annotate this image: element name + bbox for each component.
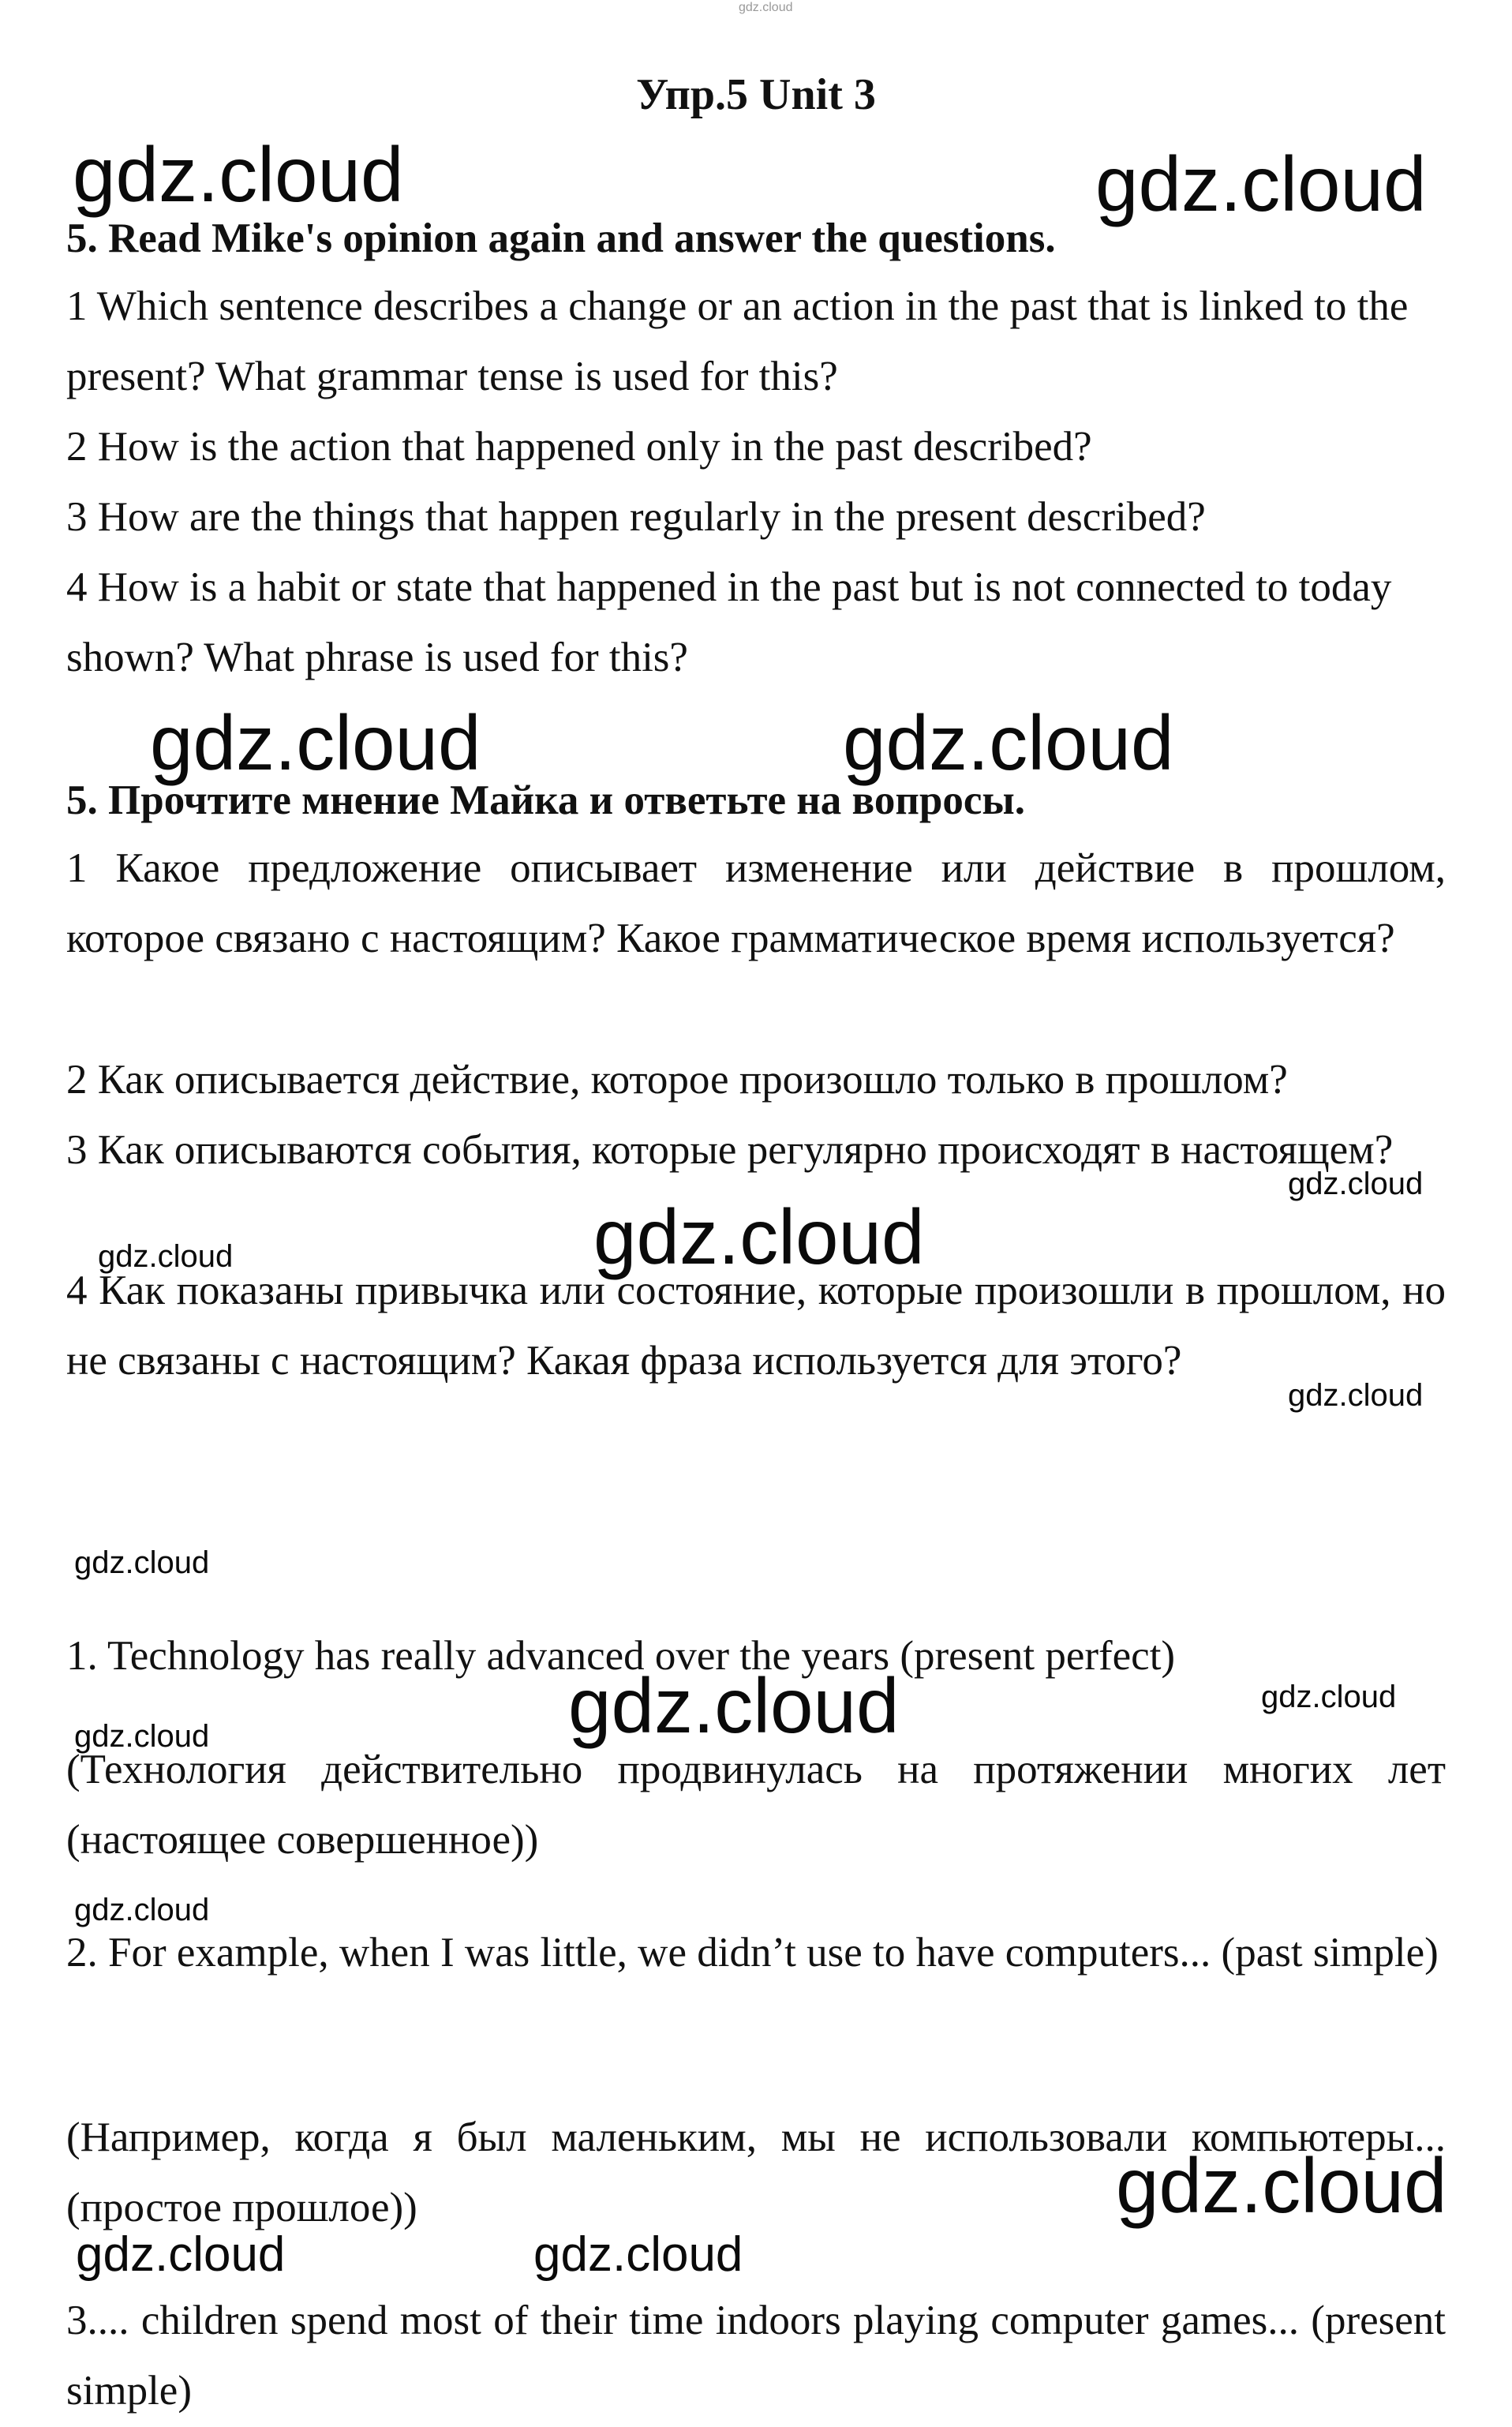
watermark: gdz.cloud (76, 2227, 286, 2282)
russian-question-1: 1 Какое предложение описывает изменение или действие в прошлом, которое связано с настоящим? Какое грамматическое время используется? (66, 845, 1446, 961)
answer-1-russian: (Технология действительно продвинулась на протяжении многих лет (настоящее совершенное)) (66, 1747, 1446, 1863)
watermark: gdz.cloud (150, 699, 481, 786)
english-question-3: 3 How are the things that happen regularly in the present described? (66, 494, 1206, 540)
page-title: Упр.5 Unit 3 (636, 70, 876, 119)
english-question-4: 4 How is a habit or state that happened in the past but is not connected to today shown? What phrase is used for this? (66, 564, 1392, 680)
watermark: gdz.cloud (533, 2227, 743, 2282)
watermark: gdz.cloud (73, 131, 404, 218)
watermark: gdz.cloud (1095, 140, 1427, 227)
watermark: gdz.cloud (74, 1893, 210, 1927)
answer-3-english: 3.... children spend most of their time indoors playing computer games... (present simple) (66, 2298, 1446, 2414)
watermark: gdz.cloud (98, 1239, 234, 1274)
watermark: gdz.cloud (1288, 1378, 1424, 1413)
watermark: gdz.cloud (74, 1719, 210, 1754)
answer-1-english: 1. Technology has really advanced over the years (present perfect) (66, 1633, 1176, 1679)
watermark: gdz.cloud (593, 1193, 925, 1280)
russian-question-2: 2 Как описывается действие, которое произошло только в прошлом? (66, 1057, 1288, 1103)
russian-heading: 5. Прочтите мнение Майка и ответьте на вопросы. (66, 777, 1025, 823)
watermark: gdz.cloud (1288, 1167, 1424, 1201)
watermark: gdz.cloud (843, 699, 1174, 786)
english-question-1: 1 Which sentence describes a change or an action in the past that is linked to the present? What grammar tense is used for this? (66, 283, 1409, 399)
answer-2-russian: (Например, когда я был маленьким, мы не использовали компьютеры... (простое прошлое)) (66, 2114, 1446, 2230)
top-watermark: gdz.cloud (739, 1, 793, 14)
english-heading: 5. Read Mike's opinion again and answer the questions. (66, 215, 1056, 261)
russian-question-4: 4 Как показаны привычка или состояние, которые произошли в прошлом, но не связаны с настоящим? Какая фраза используется для этого? (66, 1268, 1446, 1384)
english-question-2: 2 How is the action that happened only in the past described? (66, 424, 1092, 470)
watermark: gdz.cloud (1116, 2142, 1447, 2229)
watermark: gdz.cloud (1261, 1680, 1397, 1714)
answer-2-english: 2. For example, when I was little, we didn’t use to have computers... (past simple) (66, 1930, 1439, 1976)
russian-question-3: 3 Как описываются события, которые регулярно происходят в настоящем? (66, 1127, 1394, 1173)
watermark: gdz.cloud (568, 1662, 900, 1749)
watermark: gdz.cloud (74, 1545, 210, 1580)
